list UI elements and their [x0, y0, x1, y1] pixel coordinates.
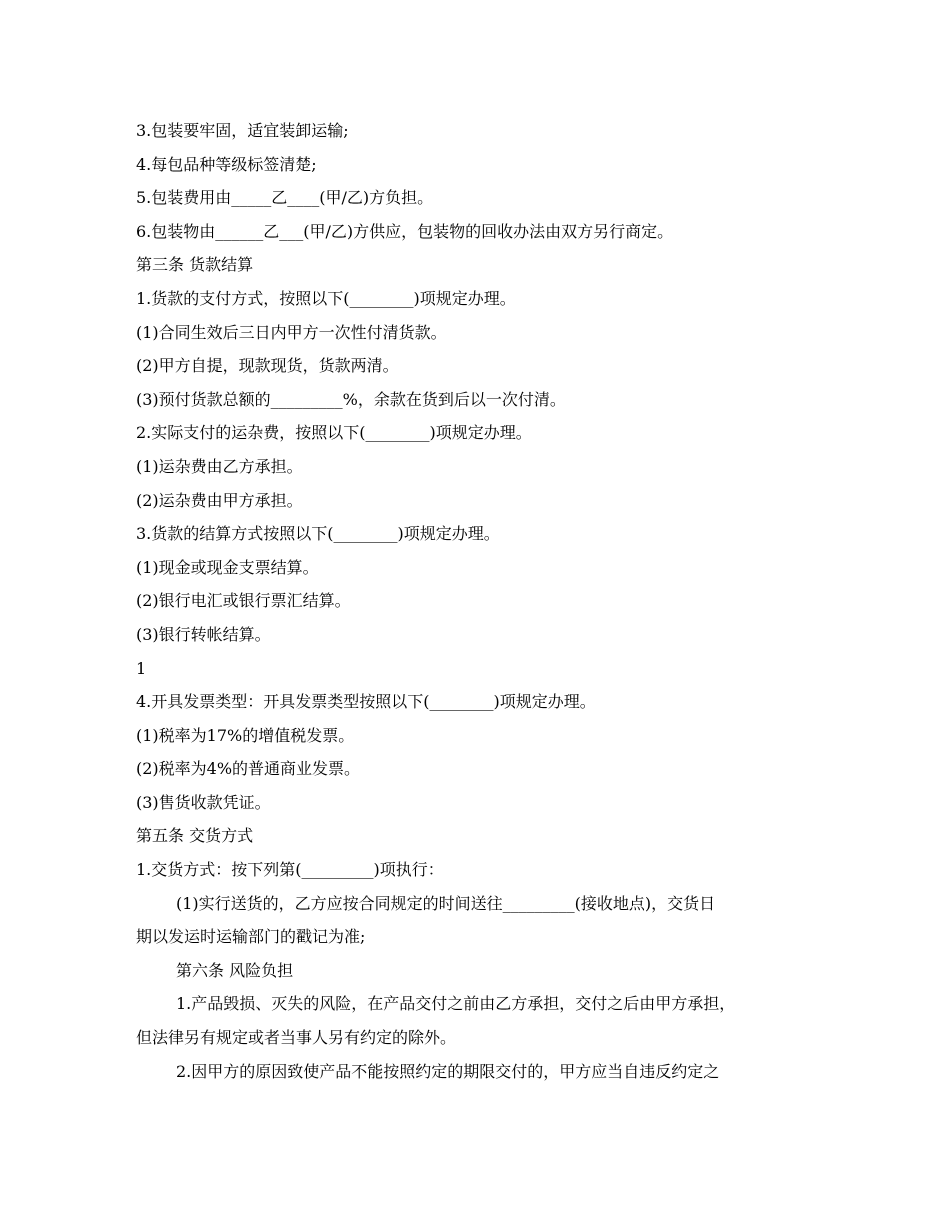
text-line: (2)银行电汇或银行票汇结算。: [136, 591, 351, 611]
text-line: (2)甲方自提，现款现货，货款两清。: [136, 356, 399, 376]
text-line: 3.货款的结算方式按照以下(________)项规定办理。: [136, 524, 500, 544]
text-line: (2)税率为4%的普通商业发票。: [136, 759, 361, 779]
page-number: 1: [136, 658, 147, 678]
text-line: (1)现金或现金支票结算。: [136, 557, 319, 577]
text-line: 期以发运时运输部门的戳记为准;: [136, 927, 366, 947]
text-line: 1.产品毁损、灭失的风险，在产品交付之前由乙方承担，交付之后由甲方承担，: [176, 994, 736, 1014]
text-line: 2.因甲方的原因致使产品不能按照约定的期限交付的，甲方应当自违反约定之: [176, 1061, 720, 1081]
text-line: 2.实际支付的运杂费，按照以下(________)项规定办理。: [136, 423, 532, 443]
text-line: (1)税率为17%的增值税发票。: [136, 725, 355, 745]
section-heading: 第六条 风险负担: [176, 960, 294, 980]
text-line: (1)合同生效后三日内甲方一次性付清货款。: [136, 322, 447, 342]
text-line: 3.包装要牢固，适宜装卸运输;: [136, 121, 349, 140]
text-line: 1.交货方式：按下列第(_________)项执行：: [136, 860, 444, 880]
text-line: 但法律另有规定或者当事人另有约定的除外。: [136, 1028, 457, 1048]
text-line: (2)运杂费由甲方承担。: [136, 490, 303, 510]
text-line: (3)预付货款总额的_________%，余款在货到后以一次付清。: [136, 389, 566, 409]
document-body: [136, 114, 816, 1088]
text-line: 4.开具发票类型：开具发票类型按照以下(________)项规定办理。: [136, 692, 596, 712]
section-heading: 第三条 货款结算: [136, 255, 254, 275]
text-line: (1)运杂费由乙方承担。: [136, 456, 303, 476]
text-line: (3)售货收款凭证。: [136, 792, 271, 812]
text-line: 1.货款的支付方式，按照以下(________)项规定办理。: [136, 288, 516, 308]
text-line: 6.包装物由______乙___(甲/乙)方供应，包装物的回收办法由双方另行商定。: [136, 221, 674, 241]
text-line: (1)实行送货的，乙方应按合同规定的时间送往_________(接收地点)，交货日: [176, 893, 716, 913]
text-line: 5.包装费用由_____乙____(甲/乙)方负担。: [136, 188, 434, 208]
section-heading: 第五条 交货方式: [136, 826, 254, 846]
text-line: 4.每包品种等级标签清楚;: [136, 154, 317, 174]
text-line: (3)银行转帐结算。: [136, 624, 271, 644]
